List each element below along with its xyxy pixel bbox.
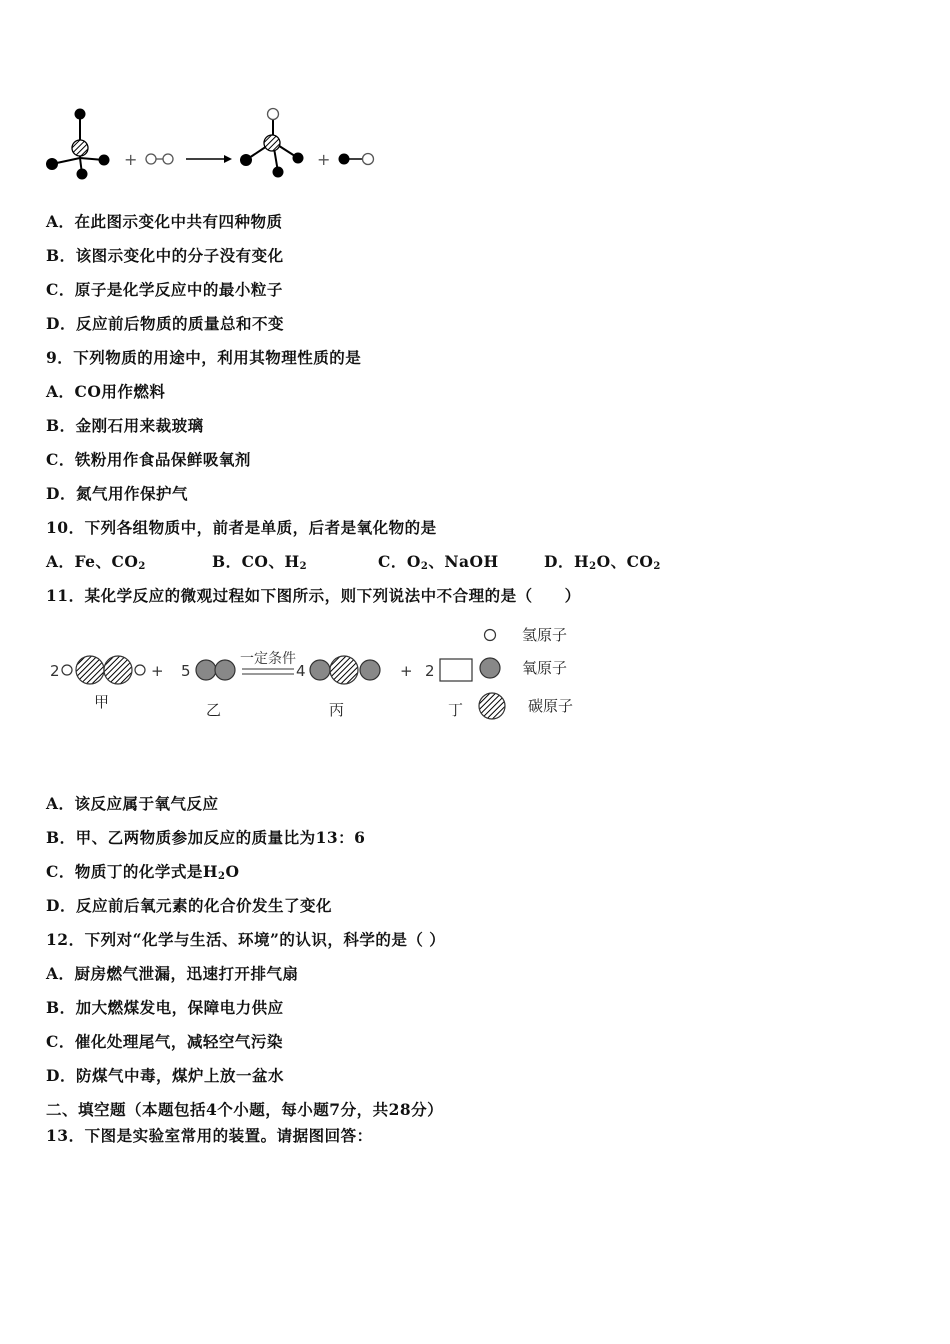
q11-stem: 11．某化学反应的微观过程如下图所示，则下列说法中不合理的是（ ） [46,586,581,605]
legend-hydrogen-symbol [485,630,496,641]
label-jia: 甲 [94,693,110,711]
section-2-heading: 二、填空题（本题包括4个小题，每小题7分，共28分） [46,1100,444,1119]
q12-option-a: A．厨房燃气泄漏，迅速打开排气扇 [46,964,299,983]
label-ding: 丁 [448,701,464,719]
q10-option-a: A．Fe、$CO_2$ [46,552,146,572]
q11-option-b: B．甲、乙两物质参加反应的质量比为13：6 [46,828,366,847]
coef-ding: 2 [425,662,435,680]
label-bing: 丙 [329,701,345,719]
q12-stem: 12．下列对“化学与生活、环境”的认识，科学的是（ ） [46,930,446,949]
product-molecule-2 [339,154,374,165]
molecule-jia [62,656,145,684]
reactant-molecule-1 [46,109,110,180]
q10-option-d: D．$H_2O$、$CO_2$ [544,552,661,572]
q12-option-b: B．加大燃煤发电，保障电力供应 [46,998,284,1017]
q10-options [46,550,661,572]
q10-option-c: C．$O_2$、NaOH [378,552,499,572]
q11-plus-1: + [151,662,164,680]
q11-option-a: A．该反应属于氧气反应 [46,794,219,813]
reaction-condition: 一定条件 [240,651,296,667]
q11-plus-2: + [400,662,413,680]
legend-carbon-symbol [479,693,505,719]
q8-option-c: C．原子是化学反应中的最小粒子 [46,280,283,299]
molecule-yi [196,660,235,680]
coef-yi: 5 [181,662,191,680]
reaction-arrow [186,155,232,163]
reactant-molecule-2 [146,154,173,164]
label-yi: 乙 [206,701,222,719]
q8-option-d: D．反应前后物质的质量总和不变 [46,314,284,333]
q8-plus-2: + [317,150,331,169]
q13-stem: 13．下图是实验室常用的装置。请据图回答： [46,1126,373,1145]
product-molecule-1 [240,109,304,178]
coef-bing: 4 [296,662,306,680]
coef-jia: 2 [50,662,60,680]
ding-blank-box [440,659,472,681]
q9-option-b: B．金刚石用来裁玻璃 [46,416,204,435]
legend-carbon-label: 碳原子 [528,697,574,715]
q8-option-b: B．该图示变化中的分子没有变化 [46,246,284,265]
q9-stem: 9．下列物质的用途中，利用其物理性质的是 [46,348,362,367]
q8-reaction-diagram [40,100,385,190]
q8-option-a: A．在此图示变化中共有四种物质 [46,212,283,231]
q8-plus-1: + [124,150,138,169]
legend-oxygen-label: 氧原子 [522,659,568,677]
legend [479,626,573,719]
q11-reaction-diagram [44,618,604,728]
q10-option-b: B．CO、$H_2$ [212,552,308,572]
legend-oxygen-symbol [480,658,500,678]
legend-hydrogen-label: 氢原子 [522,626,568,644]
q9-option-c: C．铁粉用作食品保鲜吸氧剂 [46,450,251,469]
q11-option-d: D．反应前后氧元素的化合价发生了变化 [46,896,332,915]
q11-option-c: C．物质丁的化学式是$H_2O$ [46,862,240,882]
q10-stem: 10．下列各组物质中，前者是单质，后者是氧化物的是 [46,518,437,537]
q9-option-a: A．CO用作燃料 [46,382,166,401]
q12-option-c: C．催化处理尾气，减轻空气污染 [46,1032,283,1051]
molecule-bing [310,656,380,684]
q12-option-d: D．防煤气中毒，煤炉上放一盆水 [46,1066,284,1085]
q9-option-d: D．氮气用作保护气 [46,484,188,503]
